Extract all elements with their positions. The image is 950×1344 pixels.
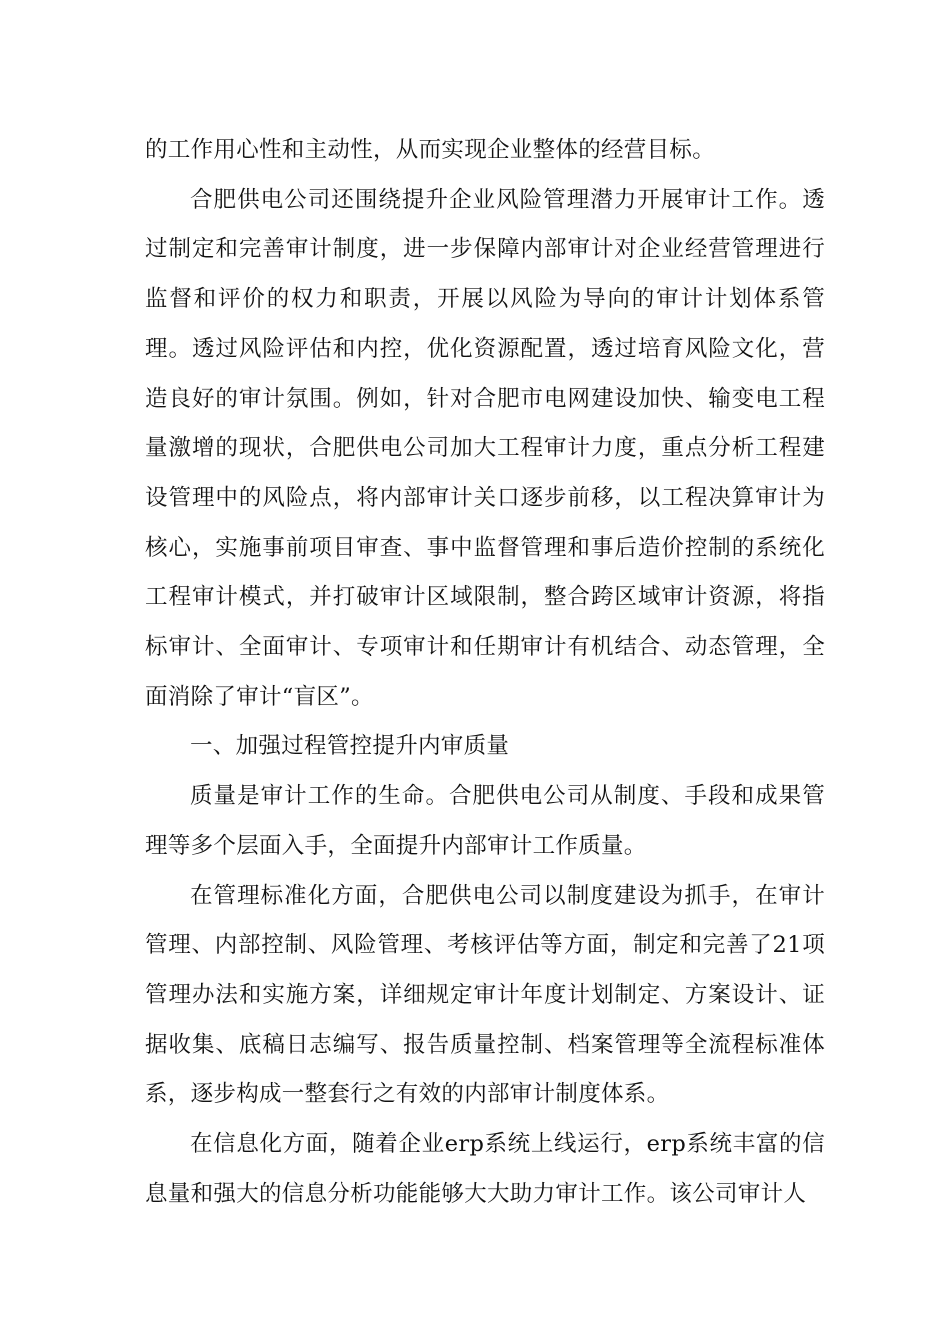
paragraph-informatization: 在信息化方面，随着企业erp系统上线运行，erp系统丰富的信息量和强大的信息分析功能能够大大助力审计工作。该公司审计人 — [145, 1131, 825, 1207]
document-body — [145, 126, 825, 1219]
paragraph-continuation: 的工作用心性和主动性，从而实现企业整体的经营目标。 — [145, 137, 716, 163]
section-heading: 一、加强过程管控提升内审质量 — [190, 733, 510, 760]
paragraph-risk-management: 合肥供电公司还围绕提升企业风险管理潜力开展审计工作。透过制定和完善审计制度，进一步保障内部审计对企业经营管理进行监督和评价的权力和职责，开展以风险为导向的审计计划体系管理。透过风险评估和内控，优化资源配置，透过培育风险文化，营造良好的审计氛围。例如，针对合肥市电网建设加快、输变电工程量激增的现状，合肥供电公司加大工程审计力度，重点分析工程建设管理中的风险点，将内部审计关口逐步前移，以工程决算审计为核心，实施事前项目审查、事中监督管理和事后造价控制的系统化工程审计模式，并打破审计区域限制，整合跨区域审计资源，将指标审计、全面审计、专项审计和任期审计有机结合、动态管理，全面消除了审计“盲区”。 — [145, 186, 825, 710]
paragraph-quality: 质量是审计工作的生命。合肥供电公司从制度、手段和成果管理等多个层面入手，全面提升内部审计工作质量。 — [145, 783, 825, 859]
paragraph-standardization: 在管理标准化方面，合肥供电公司以制度建设为抓手，在审计管理、内部控制、风险管理、考核评估等方面，制定和完善了21项管理办法和实施方案，详细规定审计年度计划制定、方案设计、证据收集、底稿日志编写、报告质量控制、档案管理等全流程标准体系，逐步构成一整套行之有效的内部审计制度体系。 — [145, 882, 825, 1108]
